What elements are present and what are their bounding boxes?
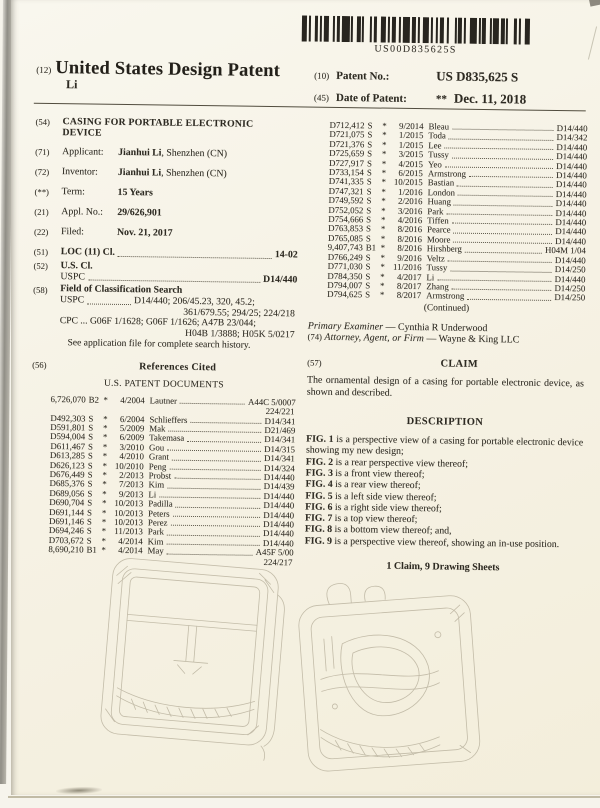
document-title: United States Design Patent (55, 58, 281, 82)
field-58-classification-search: (58) Field of Classification Search USPC D14/440; 206/45.23, 320, 45.2; 361/679.55; 294/25; 224/218 CPC ... G06F 1/1628; G06F 1/1626; A47B 23/044; H04B 1/3888; H05K 5/0217 See application file for complete search history. (33, 283, 295, 351)
us-patent-documents-heading: U.S. PATENT DOCUMENTS (103, 378, 224, 391)
reference-row: 9,407,743 B1 * 8/2016 Hirshberg H04M 1/04 (327, 242, 586, 256)
reference-row: D733,154 S * 6/2015 Armstrong D14/440 (328, 166, 587, 181)
inid-code-12: (12) (36, 64, 52, 75)
patent-no-value: US D835,625 S (436, 68, 519, 85)
reference-row: D611,467 S * 3/2010 Gou D14/315 (50, 440, 296, 455)
figure-description-line: FIG. 5 is a left side view thereof; (305, 490, 437, 503)
field-54-title: (54) CASING FOR PORTABLE ELECTRONIC DEVICE (35, 116, 299, 142)
reference-row: D763,853 S * 8/2016 Pearce D14/440 (328, 223, 587, 237)
field-51-loc: (51) LOC (11) Cl. 14-02 (33, 246, 298, 261)
reference-row: D741,335 S * 10/2015 Bastian D14/440 (328, 176, 587, 190)
reference-row: 6,726,070 B2 * 4/2004 Lautner A44C 5/0007 (50, 393, 296, 408)
figure-description-line: FIG. 2 is a rear perspective view thereof; (305, 456, 469, 470)
description-heading: DESCRIPTION (406, 416, 484, 429)
reference-row: D492,303 S * 6/2004 Schlieffers D14/341 (50, 412, 296, 426)
field-21-appl-no: (21) Appl. No.: 29/626,901 (34, 206, 162, 219)
barcode-icon (293, 15, 539, 44)
reference-row: D765,085 S * 8/2016 Moore D14/440 (327, 232, 587, 247)
date-of-patent-label: Date of Patent: (335, 91, 407, 105)
reference-row: D676,449 S * 2/2013 Probst D14/440 (49, 468, 295, 483)
field-71-applicant: (71) Applicant: Jianhui Li, Shenzhen (CN) (35, 146, 228, 160)
claim-heading: (57) CLAIM (307, 357, 478, 370)
reference-row: D691,144 S * 10/2013 Peters D14/440 (49, 506, 295, 521)
term-extension-stars: ** (435, 93, 447, 106)
scan-bottom-edge (8, 796, 600, 798)
reference-row: D721,376 S * 1/2015 Lee D14/440 (329, 138, 588, 153)
reference-row: D752,052 S * 3/2016 Park D14/440 (328, 204, 587, 219)
invention-title: CASING FOR PORTABLE ELECTRONIC DEVICE (62, 116, 254, 139)
date-of-patent-value: Dec. 11, 2018 (453, 90, 527, 107)
figure-drawing-rear-perspective (282, 573, 490, 804)
reference-row: D594,004 S * 6/2009 Takemasa D14/341 (50, 431, 296, 445)
reference-row: D771,030 S * 11/2016 Tussy D14/250 (327, 260, 586, 275)
reference-row: D794,625 S * 8/2017 Armstrong D14/250 (327, 289, 586, 303)
claim-text: The ornamental design of a casing for portable electronic device, as shown and described. (306, 374, 585, 399)
reference-row: D591,801 S * 5/2009 Mak D21/469 (50, 421, 296, 436)
patent-no-label: Patent No.: (336, 69, 390, 83)
reference-row: D794,007 S * 8/2017 Zhang D14/250 (327, 279, 586, 294)
figure-description-line: FIG. 6 is a right side view thereof; (305, 501, 442, 515)
first-named-inventor: Li (65, 77, 78, 92)
reference-row: D747,321 S * 1/2016 London D14/440 (328, 185, 587, 200)
figure-description-line: FIG. 9 is a perspective view thereof, showing an in-use position. (304, 535, 560, 550)
barcode-text: US00D835625S (374, 43, 457, 56)
reference-row: D690,704 S * 10/2013 Padilla D14/440 (49, 497, 295, 511)
figure-description-line: FIG. 4 is a rear view thereof; (305, 478, 421, 492)
continued-note: (Continued) (423, 302, 470, 314)
reference-row: D725,659 S * 3/2015 Tussy D14/440 (329, 148, 588, 162)
figure-description-line: FIG. 7 is a top view thereof; (304, 512, 418, 526)
reference-row: D703,672 S * 4/2014 Kim D14/440 (48, 534, 294, 549)
left-column (29, 116, 299, 568)
reference-row: D721,075 S * 1/2015 Toda D14/342 (329, 129, 588, 143)
inid-code-10: (10) (314, 70, 330, 81)
field-22-filed: (22) Filed: Nov. 21, 2017 (33, 226, 173, 239)
reference-row: D691,146 S * 10/2013 Perez D14/440 (48, 516, 295, 530)
us-patent-documents-list-left (29, 394, 295, 567)
figure-drawing-front-perspective (89, 543, 297, 774)
right-column (304, 121, 587, 575)
header-left (36, 58, 316, 94)
reference-row: D694,246 S * 11/2013 Park D14/440 (48, 525, 294, 539)
field-52-us-cl: (52) U.S. Cl. USPC D14/440 (33, 260, 298, 286)
legal-block (307, 320, 584, 347)
inid-code-45: (45) (313, 92, 329, 103)
figure-description-line: FIG. 1 is a perspective view of a casing for portable electronic device showing my new design; (305, 433, 584, 458)
reference-row: D754,666 S * 4/2016 Tiffen D14/440 (328, 213, 587, 228)
field-72-inventor: (72) Inventor: Jianhui Li, Shenzhen (CN) (34, 166, 227, 180)
reference-row: D749,592 S * 2/2016 Huang D14/440 (328, 195, 587, 209)
reference-row: D626,123 S * 10/2010 Peng D14/324 (49, 459, 295, 474)
reference-row: D712,412 S * 9/2014 Bleau D14/440 (329, 119, 588, 134)
reference-row: D766,249 S * 9/2016 Veltz D14/440 (327, 251, 586, 266)
field-term: (**) Term: 15 Years (34, 186, 153, 199)
primary-examiner-line: Primary Examiner — Cynthia R Underwood (307, 320, 488, 334)
reference-row: D727,917 S * 4/2015 Yeo D14/440 (328, 157, 588, 172)
reference-row: D613,285 S * 4/2010 Grant D14/341 (49, 450, 295, 464)
references-cited-heading: (56) References Cited (32, 359, 217, 374)
figure-description-line: FIG. 8 is a bottom view thereof; and, (304, 524, 452, 538)
reference-row-continuation: 224/221 (265, 406, 295, 417)
reference-row: D689,056 S * 9/2013 Li D14/440 (49, 487, 295, 502)
claims-sheets-note: 1 Claim, 9 Drawing Sheets (386, 560, 500, 574)
us-patent-documents-list-right (308, 121, 587, 304)
reference-row: 8,690,210 B1 * 4/2014 May A45F 5/00 (48, 544, 294, 558)
attorney-line: (74) Attorney, Agent, or Firm — Wayne & King LLC (307, 331, 520, 346)
reference-row-continuation: 224/217 (263, 556, 293, 568)
reference-row: D685,376 S * 7/2013 Kim D14/439 (49, 478, 295, 492)
barcode-block (293, 15, 540, 56)
figure-descriptions (305, 434, 584, 551)
figure-description-line: FIG. 3 is a front view thereof; (305, 467, 425, 481)
reference-row: D784,350 S * 4/2017 Li D14/440 (327, 270, 586, 284)
